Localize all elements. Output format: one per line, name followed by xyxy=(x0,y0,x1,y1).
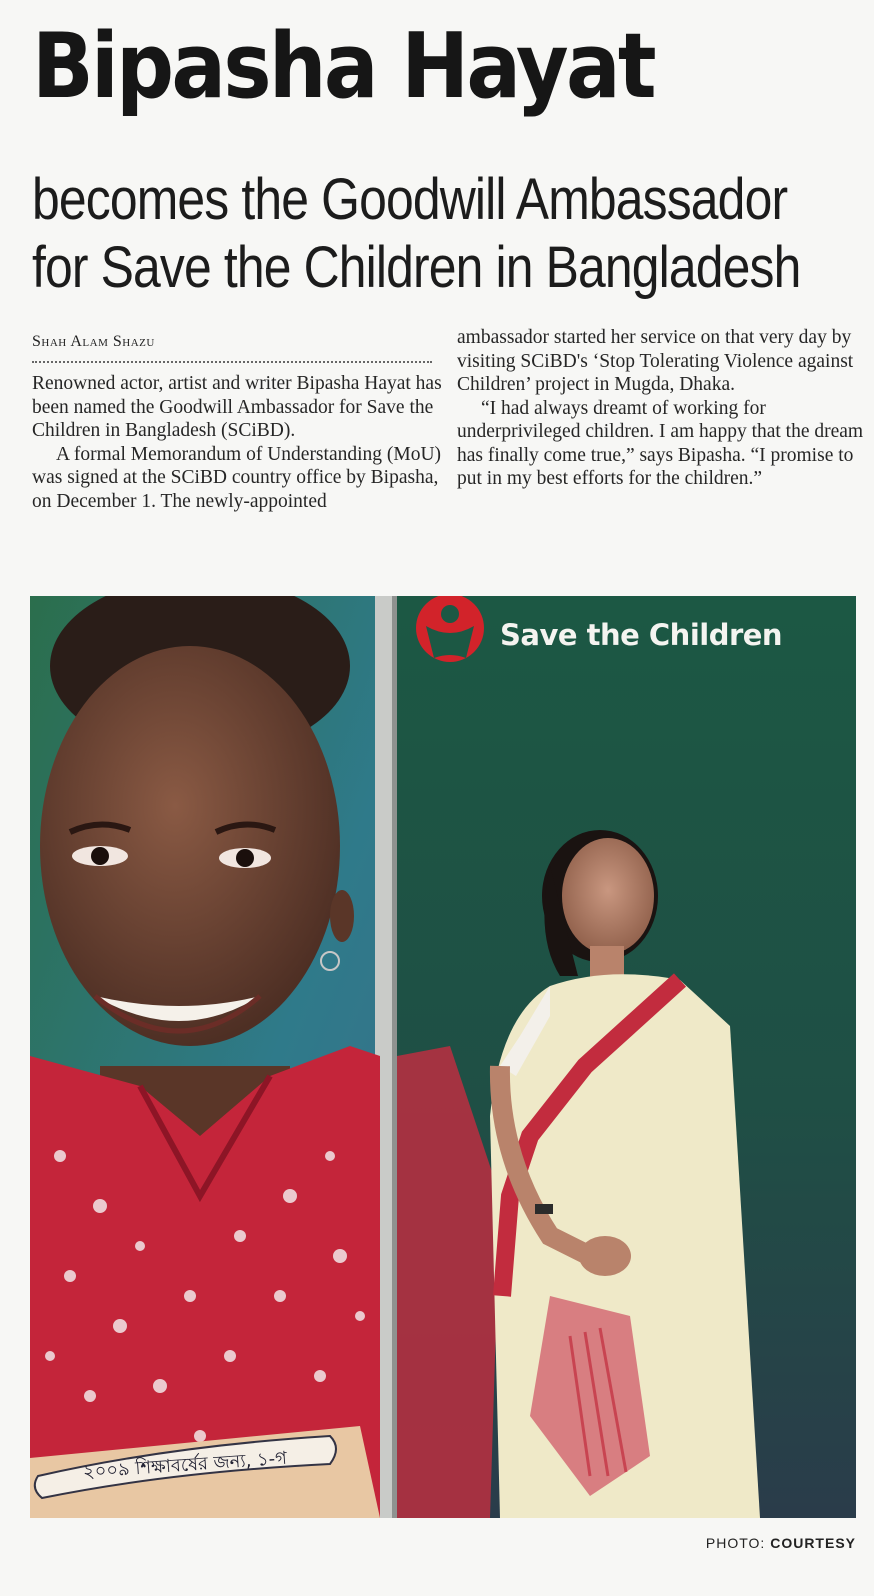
photo-credit-name: COURTESY xyxy=(770,1535,856,1551)
banner-text: Save the Children xyxy=(500,618,783,652)
article-column-right xyxy=(457,326,867,491)
article-photo xyxy=(30,596,856,1518)
byline: Shah Alam Shazu xyxy=(32,333,155,350)
paragraph: “I had always dreamt of working for underprivileged children. I am happy that the dream has finally come true,” says Bipasha. “I promise to put in my best efforts for the children.” xyxy=(457,397,864,489)
photo-credit-prefix: PHOTO: xyxy=(705,1535,766,1551)
byline-divider xyxy=(32,361,432,363)
photo-credit xyxy=(706,1535,856,1551)
photo-illustration xyxy=(30,596,856,1518)
book-label: ২০০৯ শিক্ষাবর্ষের জন্য, ১-গ xyxy=(82,1447,288,1483)
paragraph: ambassador started her service on that very day by visiting SCiBD's ‘Stop Tolerating Violence against Children’ project in Mugda, Dhaka. xyxy=(457,327,854,395)
paragraph: Renowned actor, artist and writer Bipasha Hayat has been named the Goodwill Ambassador for Save the Children in Bangladesh (SCiBD). xyxy=(32,373,442,441)
paragraph: A formal Memorandum of Understanding (MoU) was signed at the SCiBD country office by Bipasha, on December 1. The newly-appointed xyxy=(32,443,442,512)
headline: Bipasha Hayat xyxy=(32,14,654,119)
article-column-left xyxy=(32,372,442,513)
save-the-children-logo-icon xyxy=(416,596,484,662)
subheadline: becomes the Goodwill Ambassador for Save the Children in Bangladesh xyxy=(32,167,801,300)
